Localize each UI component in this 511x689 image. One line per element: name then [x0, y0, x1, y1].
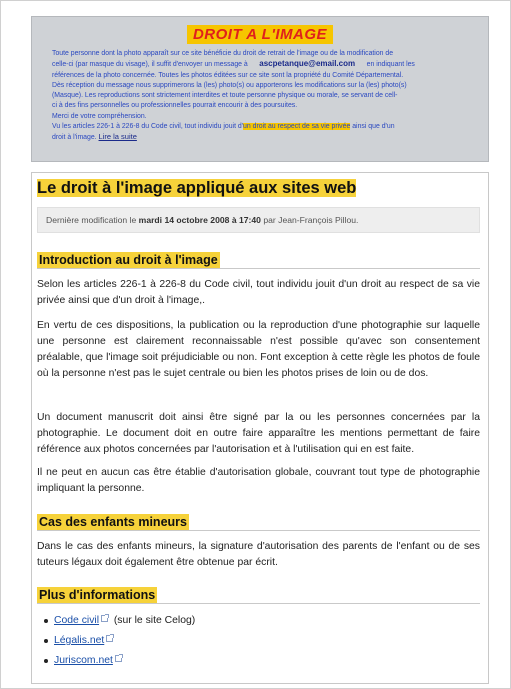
paragraph: Selon les articles 226-1 à 226-8 du Code civil, tout individu jouit d'un droit au respect de sa vie privée ainsi que d'un droit à l'image,.: [37, 279, 480, 306]
banner-line: ci à des fins personnelles ou professionnelles pourrait encourir à des poursuites.: [52, 102, 298, 110]
image-rights-banner: [31, 16, 489, 162]
paragraph: Il ne peut en aucun cas être établie d'autorisation globale, couvrant tout type de photographie impliquant la personne.: [37, 467, 480, 494]
links-list: [42, 611, 195, 671]
banner-line: Merci de votre compréhension.: [52, 112, 147, 120]
list-item: [42, 631, 195, 651]
paragraph: Un document manuscrit doit ainsi être signé par la ou les personnes concernées par la photographie. Le document doit en outre faire apparaître les mentions permettant de faire référence aux photos concernées par l'autorisation et à l'utilisation qui en est faite.: [37, 412, 480, 455]
banner-line: (Masque). Les reproductions sont strictement interdites et toute personne physique ou morale, se servant de cell-: [52, 92, 398, 100]
paragraph: Dans le cas des enfants mineurs, la signature d'autorisation des parents de l'enfant ou de ses tuteurs légaux doit également être obtenue par écrit.: [37, 541, 480, 568]
read-more-link[interactable]: Lire la suite: [98, 132, 137, 142]
banner-line: celle-ci (par masque du visage), il suffit d'envoyer un message à ascpetanque@email.com en indiquant les: [52, 59, 415, 69]
contact-email[interactable]: ascpetanque@email.com: [259, 59, 356, 69]
banner-line: Dès réception du message nous supprimerons la (les) photo(s) ou apporterons les modifications sur la (les) photo(s): [52, 81, 407, 89]
highlighted-text: un droit au respect de sa vie privée: [243, 123, 351, 131]
external-link-icon: [115, 655, 122, 662]
legalis-link[interactable]: Légalis.net: [54, 635, 105, 646]
external-link-icon: [101, 615, 108, 622]
code-civil-link[interactable]: Code civil: [54, 615, 100, 626]
list-item: [42, 651, 195, 671]
list-item: Code civil (sur le site Celog): [42, 611, 195, 631]
paragraph: En vertu de ces dispositions, la publication ou la reproduction d'une photographie sur laquelle une personne est clairement reconnaissable n'est possible qu'avec son consentement préalable, que l'image soit préjudiciable ou non. Font exception à cette règle les photos de foule où la personne n'est pas le sujet centrale ou bien les photos prises de loin ou de dos.: [37, 320, 480, 379]
banner-line: Vu les articles 226-1 à 226-8 du Code civil, tout individu jouit d'un droit au respect de sa vie privée ainsi que d'un: [52, 123, 395, 131]
banner-title: DROIT A L'IMAGE: [32, 25, 488, 44]
banner-line: Toute personne dont la photo apparaît sur ce site bénéficie du droit de retrait de l'image ou de la modification de: [52, 50, 394, 57]
banner-line: références de la photo concernée. Toutes les photos éditées sur ce site sont la propriété du Comité Départemental.: [52, 71, 404, 79]
section-heading-more-info: Plus d'informations: [37, 586, 480, 604]
section-heading-minors: Cas des enfants mineurs: [37, 513, 480, 531]
banner-text: [52, 49, 478, 144]
article-title: Le droit à l'image appliqué aux sites web: [37, 179, 357, 197]
section-heading-introduction: Introduction au droit à l'image: [37, 251, 480, 269]
banner-line: droit à l'image. Lire la suite: [52, 132, 137, 142]
external-link-icon: [106, 635, 113, 642]
article: [31, 172, 489, 684]
juriscom-link[interactable]: Juriscom.net: [54, 655, 113, 666]
modification-date: mardi 14 octobre 2008 à 17:40: [138, 215, 261, 225]
article-meta: Dernière modification le mardi 14 octobre 2008 à 17:40 par Jean-François Pillou.: [37, 207, 480, 233]
